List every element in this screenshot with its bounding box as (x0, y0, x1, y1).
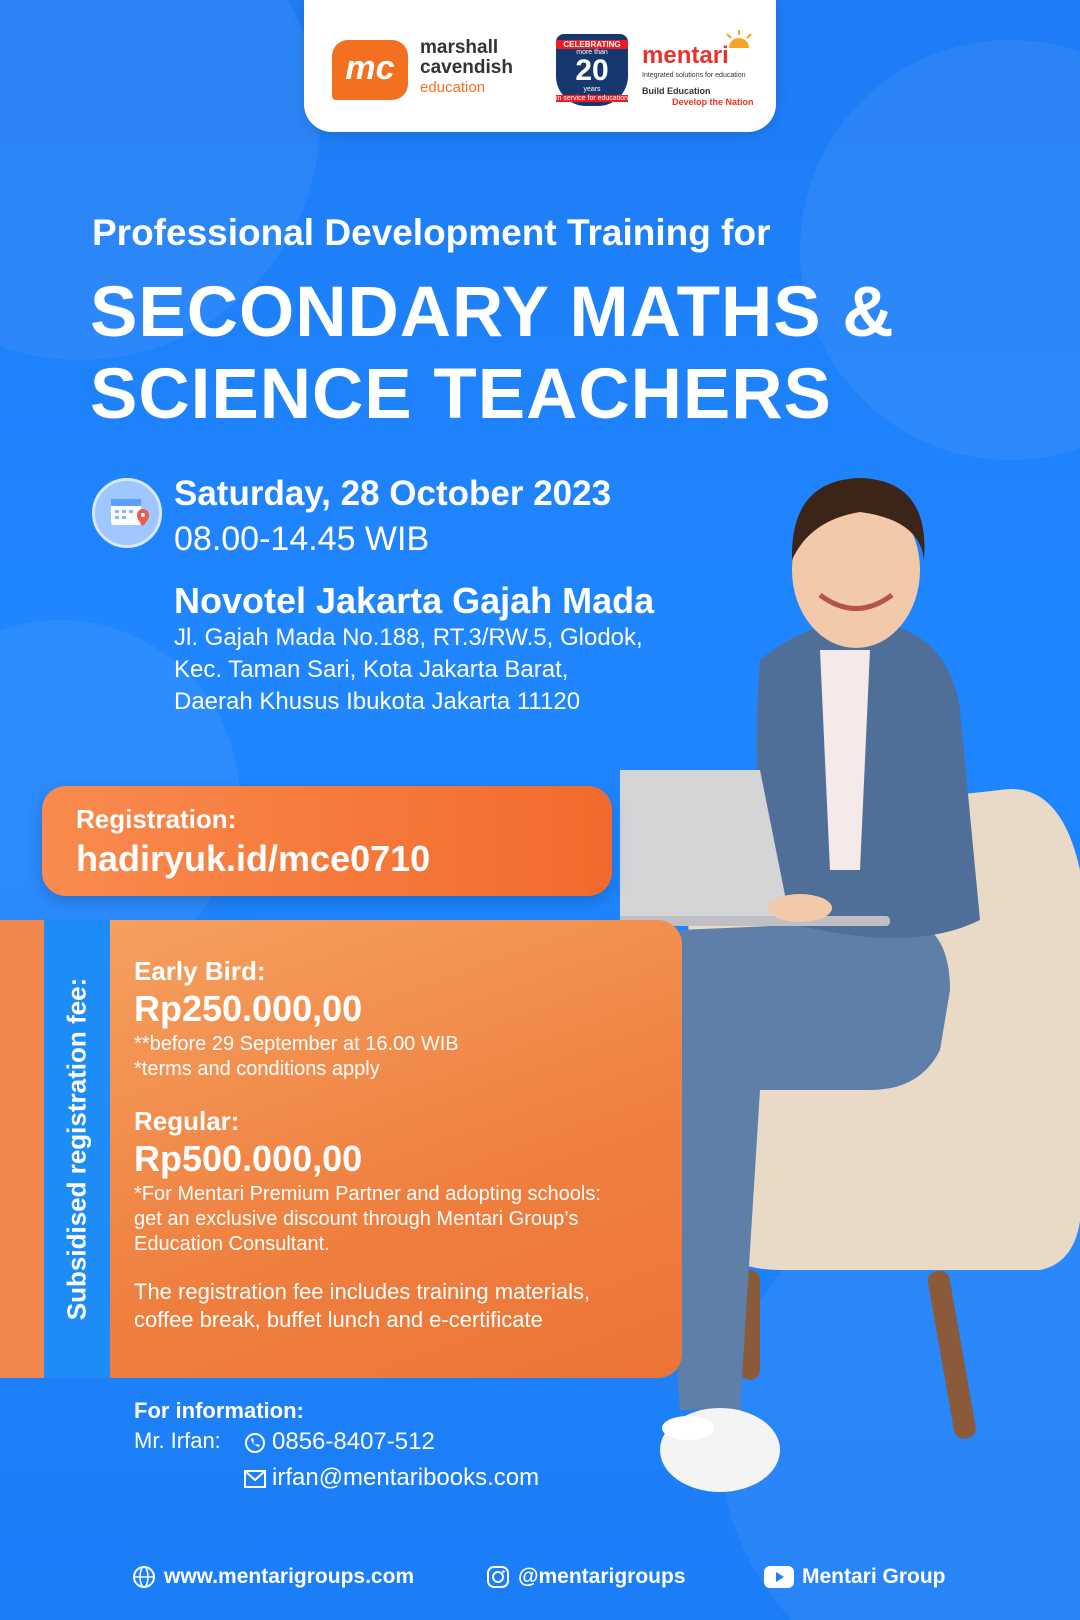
marshall-cavendish-logo: mc (332, 40, 408, 100)
event-venue: Novotel Jakarta Gajah Mada (174, 580, 655, 621)
footer-website[interactable] (132, 1565, 414, 1589)
calendar-location-icon (92, 478, 162, 548)
footer-youtube[interactable] (764, 1565, 946, 1589)
youtube-icon (764, 1566, 794, 1588)
footer-instagram[interactable] (486, 1565, 686, 1589)
mc-line3: education (420, 79, 486, 96)
regular-price: Rp500.000,00 (134, 1138, 363, 1179)
contact-name: Mr. Irfan: (134, 1428, 221, 1453)
regular-note1: *For Mentari Premium Partner and adopting schools: (134, 1183, 601, 1205)
mentari-develop: Develop the Nation (672, 97, 754, 107)
celebrating-more: more than (576, 49, 608, 56)
teacher-photo (620, 450, 1080, 1550)
logo-card (304, 0, 776, 132)
info-heading: For information: (134, 1398, 304, 1423)
mail-icon (244, 1470, 266, 1488)
includes-line2: coffee break, buffet lunch and e-certificate (134, 1307, 543, 1332)
mc-line1: marshall (420, 37, 499, 58)
fee-vertical-label: Subsidised registration fee: (61, 977, 92, 1321)
youtube-text: Mentari Group (802, 1565, 946, 1588)
contact-email[interactable] (244, 1464, 539, 1492)
celebrating-top: CELEBRATING (556, 40, 628, 49)
address-line1: Jl. Gajah Mada No.188, RT.3/RW.5, Glodok, (174, 624, 643, 651)
celebrating-20-years-badge (556, 34, 628, 106)
instagram-text: @mentarigroups (518, 1565, 686, 1588)
email-text: irfan@mentaribooks.com (272, 1464, 540, 1491)
includes-line1: The registration fee includes training materials, (134, 1279, 591, 1304)
website-text: www.mentarigroups.com (164, 1565, 415, 1588)
early-bird-price: Rp250.000,00 (134, 988, 363, 1029)
mc-line2: cavendish (420, 57, 513, 78)
regular-note2: get an exclusive discount through Mentari Group’s (134, 1208, 579, 1230)
mentari-build: Build Education (642, 86, 711, 96)
address-line3: Daerah Khusus Ibukota Jakarta 11120 (174, 688, 581, 715)
title-line2: SCIENCE TEACHERS (90, 355, 832, 434)
event-date: Saturday, 28 October 2023 (174, 474, 612, 513)
instagram-icon (486, 1565, 510, 1589)
regular-heading: Regular: (134, 1106, 240, 1136)
registration-label: Registration: (76, 804, 237, 834)
marshall-cavendish-wordmark (420, 38, 513, 98)
registration-link[interactable]: hadiryuk.id/mce0710 (76, 838, 431, 879)
address-line2: Kec. Taman Sari, Kota Jakarta Barat, (174, 656, 569, 683)
mentari-logo-text: mentari (642, 42, 729, 69)
early-bird-heading: Early Bird: (134, 956, 266, 986)
event-time: 08.00-14.45 WIB (174, 520, 430, 558)
registration-banner[interactable] (42, 786, 612, 896)
celebrating-caption: in service for education (556, 95, 628, 102)
mentari-tagline: Integrated solutions for education (642, 72, 746, 79)
globe-icon (132, 1565, 156, 1589)
main-title (90, 272, 895, 436)
phone-text: 0856-8407-512 (272, 1428, 435, 1455)
whatsapp-icon (244, 1432, 266, 1454)
celebrating-years: years (583, 86, 601, 93)
celebrating-number: 20 (575, 54, 609, 87)
contact-phone[interactable] (244, 1428, 435, 1456)
early-bird-note2: *terms and conditions apply (134, 1058, 380, 1080)
subtitle: Professional Development Training for (92, 212, 771, 253)
early-bird-note1: **before 29 September at 16.00 WIB (134, 1033, 459, 1055)
event-address (174, 622, 643, 718)
regular-note3: Education Consultant. (134, 1233, 330, 1255)
title-line1: SECONDARY MATHS & (90, 273, 895, 352)
